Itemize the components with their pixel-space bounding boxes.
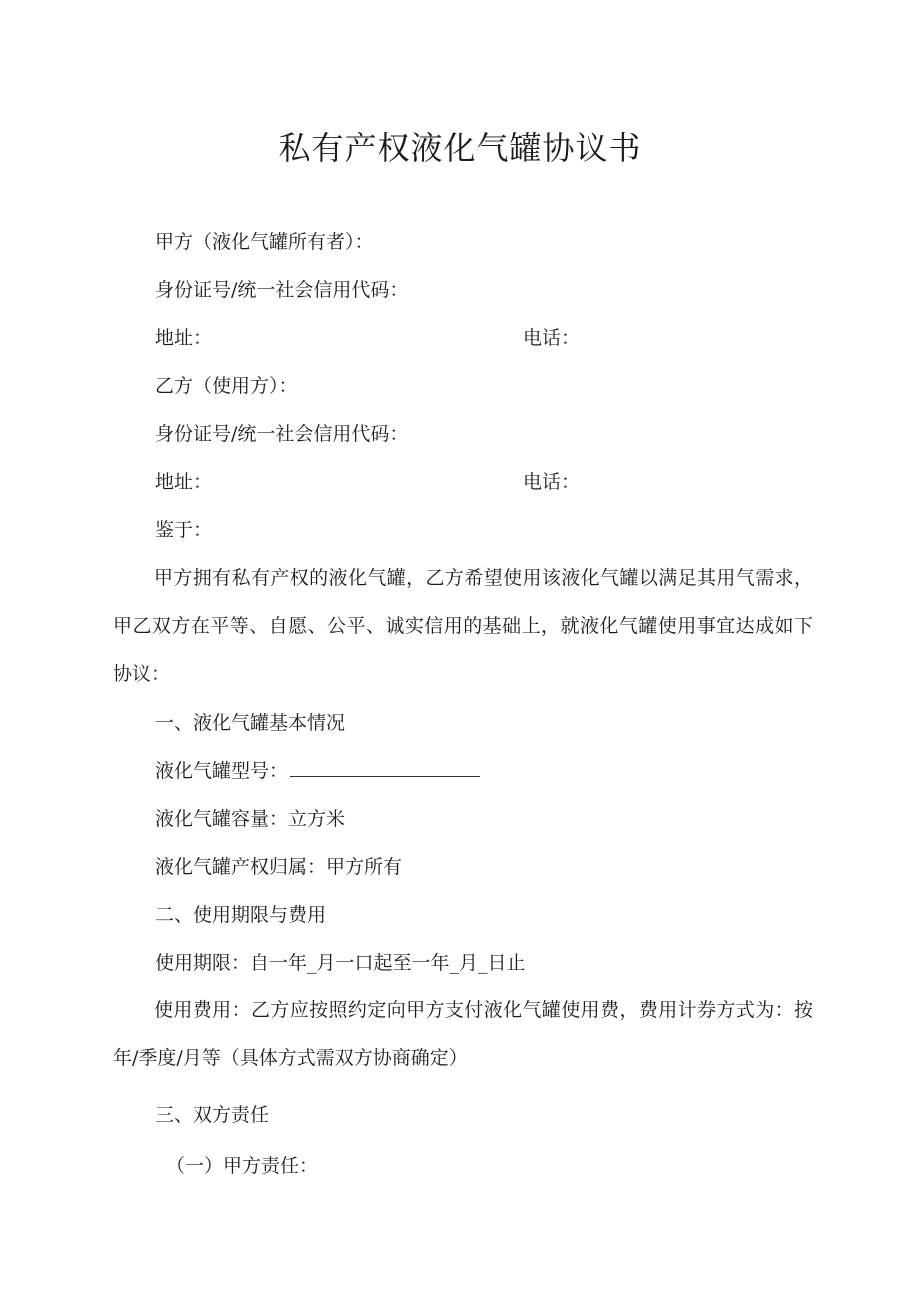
intro-paragraph: 甲方拥有私有产权的液化气罐，乙方希望使用该液化气罐以满足其用气需求，甲乙双方在平等、自愿、公平、诚实信用的基础上，就液化气罐使用事宜达成如下协议： <box>113 567 813 685</box>
party-a-phone-label: 电话： <box>523 327 581 349</box>
party-a-address-label: 地址： <box>155 327 213 349</box>
party-a-header: 甲方（液化气罐所有者）： <box>155 231 374 253</box>
tank-model-blank <box>290 758 480 777</box>
section2-heading: 二、使用期限与费用 <box>155 904 327 926</box>
tank-capacity-line: 液化气罐容量：立方米 <box>155 808 346 830</box>
party-b-header: 乙方（使用方）： <box>155 375 298 397</box>
usage-period-line: 使用期限：自一年_月一口起至一年_月_日止 <box>155 952 526 974</box>
party-b-address-label: 地址： <box>155 471 213 493</box>
party-b-id-label: 身份证号/统一社会信用代码： <box>155 423 409 445</box>
party-a-id-label: 身份证号/统一社会信用代码： <box>155 279 409 301</box>
usage-fee-paragraph: 使用费用：乙方应按照约定向甲方支付液化气罐使用费，费用计券方式为：按年/季度/月等（具体方式需双方协商确定） <box>113 999 813 1069</box>
section3-heading: 三、双方责任 <box>155 1104 270 1126</box>
tank-model-line <box>155 758 480 784</box>
party-b-phone-label: 电话： <box>523 471 581 493</box>
tank-model-label: 液化气罐型号： <box>155 760 289 782</box>
section1-heading: 一、液化气罐基本情况 <box>155 712 346 734</box>
whereas-label: 鉴于： <box>155 519 213 541</box>
section3-sub1: （一）甲方责任： <box>166 1155 319 1177</box>
document-title: 私有产权液化气罐协议书 <box>278 129 642 167</box>
tank-ownership-line: 液化气罐产权归属：甲方所有 <box>155 856 403 878</box>
